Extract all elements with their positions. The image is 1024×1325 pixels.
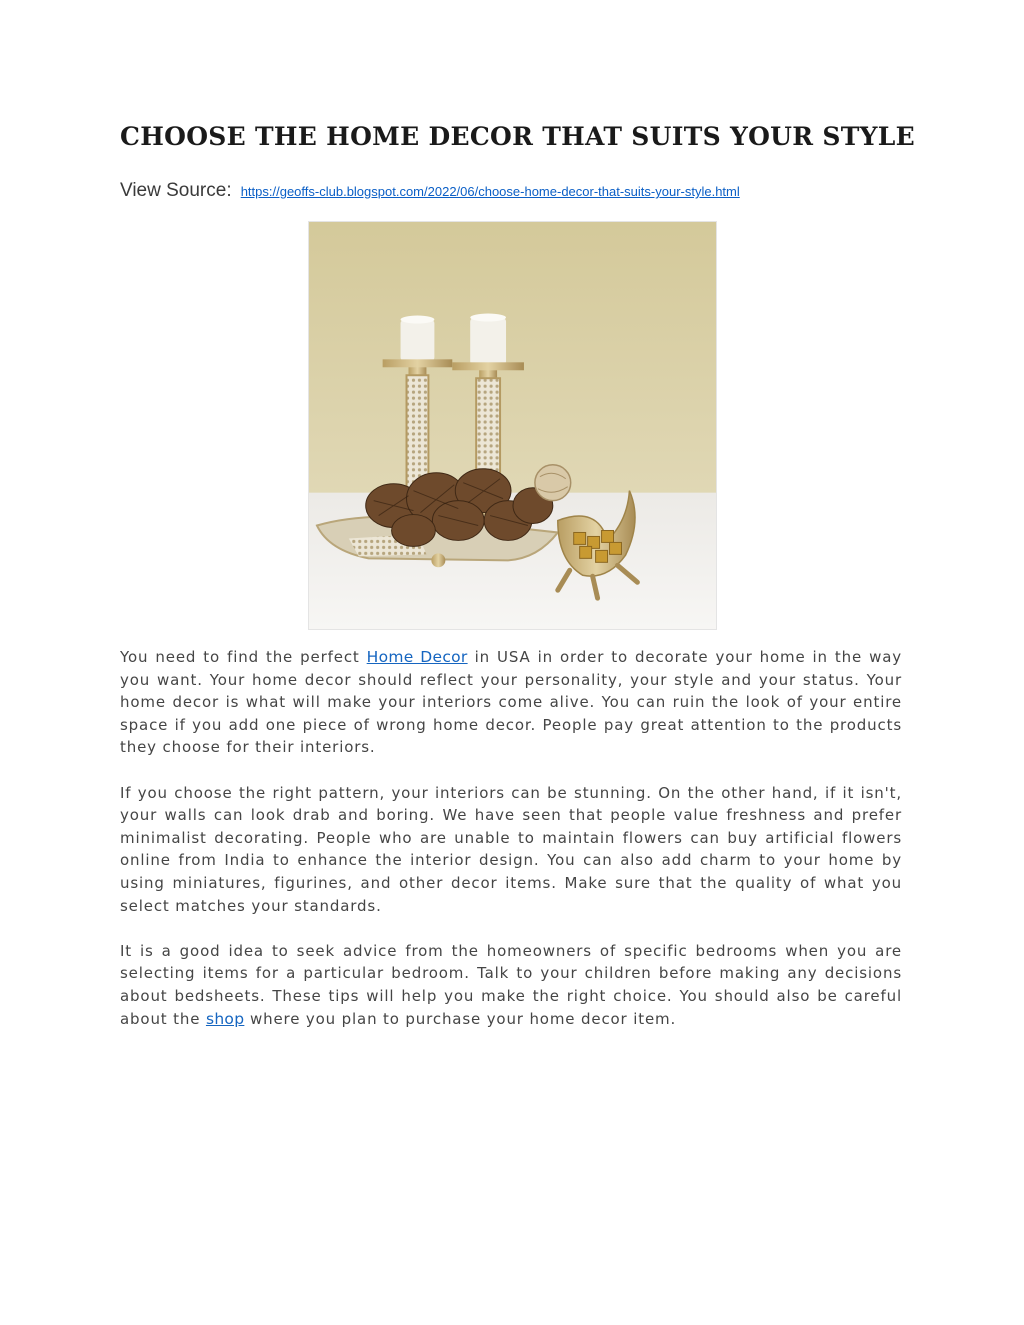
paragraph-3-text-end: where you plan to purchase your home decor item. <box>244 1009 677 1028</box>
page-title: CHOOSE THE HOME DECOR THAT SUITS YOUR STYLE <box>120 122 916 151</box>
paragraph-1 <box>120 646 902 759</box>
paragraph-3 <box>120 940 902 1030</box>
candle-holders-pinecones-image <box>309 222 716 629</box>
paragraph-1-text-start: You need to find the perfect <box>120 648 367 666</box>
shop-link[interactable]: shop <box>205 1009 245 1028</box>
home-decor-link[interactable]: Home Decor <box>366 648 468 666</box>
source-label: View Source: <box>120 180 232 201</box>
source-line <box>120 181 960 200</box>
paragraph-1-text-end: in USA in order to decorate your home in the way you want. Your home decor should reflect your personality, your style and your status. Your home decor is what will make your interiors come alive. You can ruin the look of your entire space if you add one piece of wrong home decor. People pay great attention to the products they choose for their interiors. <box>120 648 902 757</box>
paragraph-2: If you choose the right pattern, your interiors can be stunning. On the other hand, if it isn't, your walls can look drab and boring. We have seen that people value freshness and prefer minimalist decorating. People who are unable to maintain flowers can buy artificial flowers online from India to enhance the interior design. You can also add charm to your home by using miniatures, figurines, and other decor items. Make sure that the quality of what you select matches your standards. <box>120 783 902 915</box>
paragraph-3-text-start: It is a good idea to seek advice from the homeowners of specific bedrooms when you are selecting items for a particular bedroom. Talk to your children before making any decisions about bedsheets. These tips will help you make the right choice. You should also be careful about the <box>120 941 902 1028</box>
hero-photo <box>308 221 717 630</box>
article-body <box>120 646 902 1053</box>
source-link[interactable]: https://geoffs-club.blogspot.com/2022/06/choose-home-decor-that-suits-your-style.html <box>240 184 740 199</box>
